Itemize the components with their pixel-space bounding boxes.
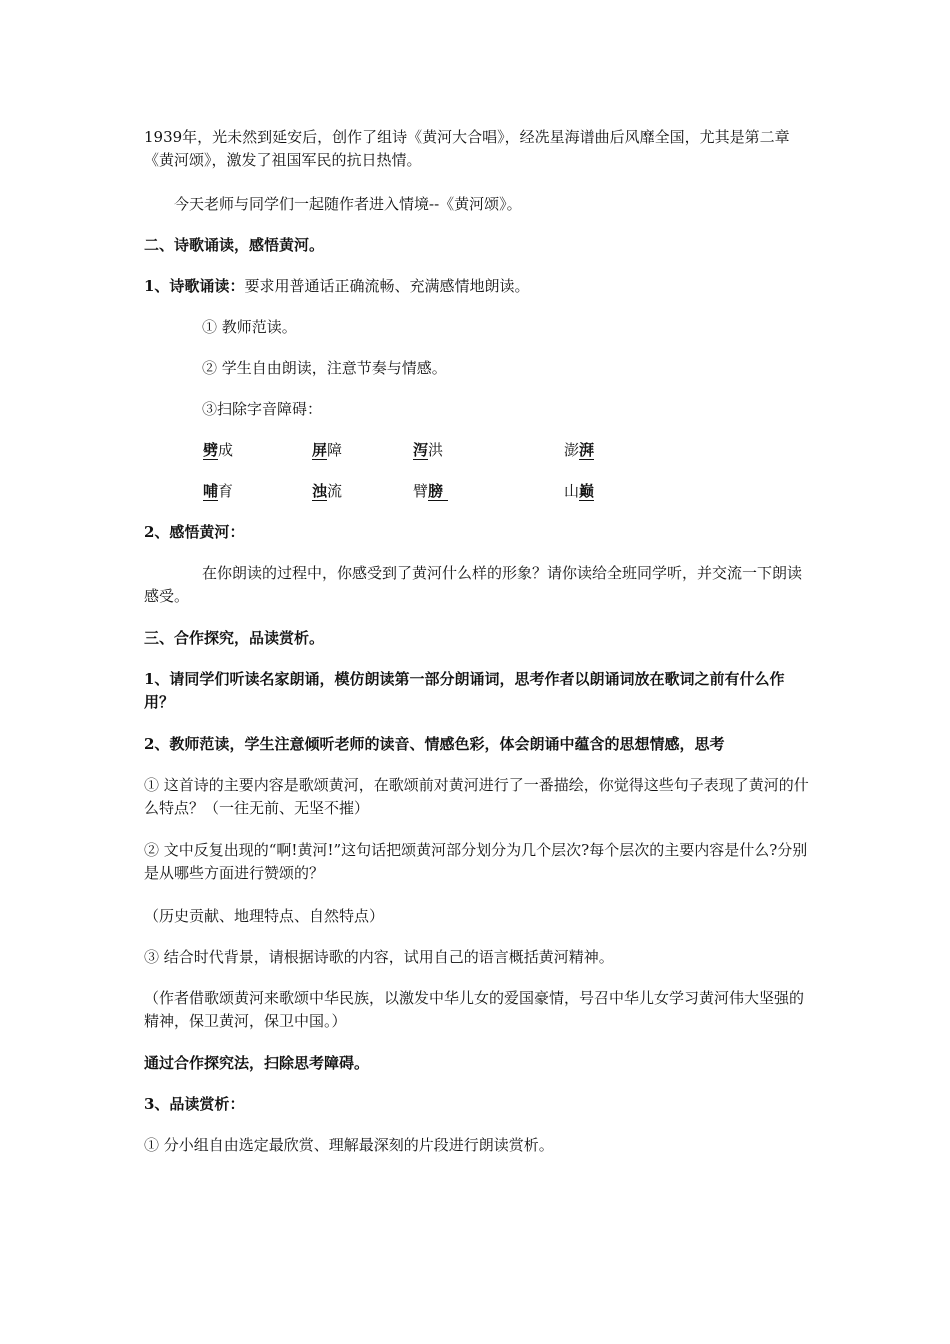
item1-text: 要求用普通话正确流畅、充满感情地朗读。: [244, 277, 530, 295]
step-1: ① 教师范读。: [202, 318, 297, 336]
word-peng-pai: 澎湃: [564, 441, 595, 459]
section2-item1: [144, 275, 809, 298]
section3-item2: 2、教师范读，学生注意倾听老师的读音、情感色彩，体会朗诵中蕴含的思想情感，思考: [144, 735, 725, 753]
word-ping-zhang: 屏障: [312, 441, 343, 459]
intro-transition: 今天老师与同学们一起随作者进入情境--《黄河颂》。: [174, 195, 522, 213]
word-xie-hong: 泻洪: [413, 441, 444, 459]
question-2-answer: （历史贡献、地理特点、自然特点）: [144, 907, 385, 925]
step-3: ③扫除字音障碍：: [202, 400, 323, 418]
summary-line: 通过合作探究法，扫除思考障碍。: [144, 1054, 370, 1072]
section3-heading: 三、合作探究，品读赏析。: [144, 629, 325, 647]
word-zhuo-liu: 浊流: [312, 482, 343, 500]
intro-paragraph: 1939年，光未然到延安后，创作了组诗《黄河大合唱》，经冼星海谱曲后风靡全国，尤其是第二章《黄河颂》，激发了祖国军民的抗日热情。: [144, 128, 790, 169]
section3-item1: 1、请同学们听读名家朗诵，模仿朗读第一部分朗诵词，思考作者以朗诵词放在歌词之前有什么作用？: [144, 670, 785, 711]
section3-item3-1: ① 分小组自由选定最欣赏、理解最深刻的片段进行朗读赏析。: [144, 1136, 554, 1154]
section2-heading: 二、诗歌诵读，感悟黄河。: [144, 236, 325, 254]
section3-item3: 3、品读赏析：: [144, 1095, 245, 1113]
question-1: ① 这首诗的主要内容是歌颂黄河，在歌颂前对黄河进行了一番描绘，你觉得这些句子表现了黄河的什么特点？（一往无前、无坚不摧）: [144, 776, 809, 817]
question-3: ③ 结合时代背景，请根据诗歌的内容，试用自己的语言概括黄河精神。: [144, 948, 614, 966]
question-2: ② 文中反复出现的“啊!黄河!”这句话把颂黄河部分划分为几个层次?每个层次的主要内容是什么?分别是从哪些方面进行赞颂的？: [144, 841, 808, 882]
word-bi-bang: 臂膀: [413, 480, 448, 503]
word-pi-cheng: 劈成: [203, 441, 234, 459]
question-3-answer: （作者借歌颂黄河来歌颂中华民族，以激发中华儿女的爱国豪情，号召中华儿女学习黄河伟大坚强的精神，保卫黄河，保卫中国。）: [144, 989, 805, 1030]
word-shan-dian: 山巅: [564, 482, 595, 500]
section2-item2-text: 在你朗读的过程中，你感受到了黄河什么样的形象？请你读给全班同学听，并交流一下朗读感受。: [144, 564, 803, 605]
item1-label: 1、诗歌诵读：: [144, 277, 245, 295]
section2-item2-label: 2、感悟黄河：: [144, 523, 245, 541]
step-2: ② 学生自由朗读，注意节奏与情感。: [202, 359, 447, 377]
word-bu-yu: 哺育: [203, 482, 234, 500]
